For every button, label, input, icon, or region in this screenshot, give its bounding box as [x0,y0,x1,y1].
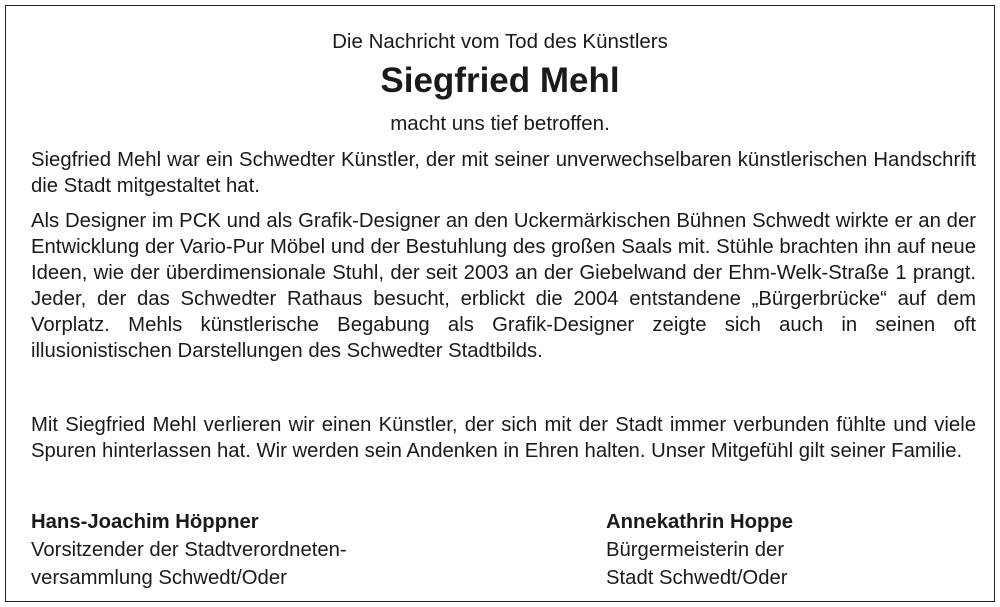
paragraph-farewell: Mit Siegfried Mehl verlieren wir einen Künstler, der sich mit der Stadt immer verbunden fühlte und viele Spuren hinterlassen hat. Wir werden sein Andenken in Ehren halten. Unser Mitgefühl gilt seiner Familie. [31,414,976,462]
obituary-notice [5,5,995,602]
signatory-name: Hans-Joachim Höppner [31,511,259,533]
deceased-name: Siegfried Mehl [380,61,620,100]
signatory-title-line: Stadt Schwedt/Oder [606,567,788,589]
condolence-line: macht uns tief betroffen. [390,112,610,135]
signatory-title-line: Vorsitzender der Stadtverordneten- [31,539,347,561]
signature-right [606,508,793,592]
signatory-title-line: versammlung Schwedt/Oder [31,567,287,589]
signatory-name: Annekathrin Hoppe [606,511,794,533]
signature-left [31,508,347,592]
paragraph-intro: Siegfried Mehl war ein Schwedter Künstler, der mit seiner unverwechselbaren künstlerischen Handschrift die Stadt mitgestaltet hat. [31,149,976,197]
intro-line: Die Nachricht vom Tod des Künstlers [332,30,668,53]
signatory-title-line: Bürgermeisterin der [606,539,785,561]
paragraph-career: Als Designer im PCK und als Grafik-Designer an den Uckermärkischen Bühnen Schwedt wirkte er an der Entwicklung der Vario-Pur Möbel und der Bestuhlung des großen Saals mit. Stühle brachten ihn auf neue Ideen, wie der überdimensionale Stuhl, der seit 2003 an der Giebelwand der Ehm-Welk-Straße 1 prangt. Jeder, der das Schwedter Rathaus besucht, erblickt die 2004 entstandene „Bürgerbrücke“ auf dem Vorplatz. Mehls künstlerische Begabung als Grafik-Designer zeigte sich auch in seinen oft illusionistischen Darstellungen des Schwedter Stadtbilds. [31,210,976,362]
